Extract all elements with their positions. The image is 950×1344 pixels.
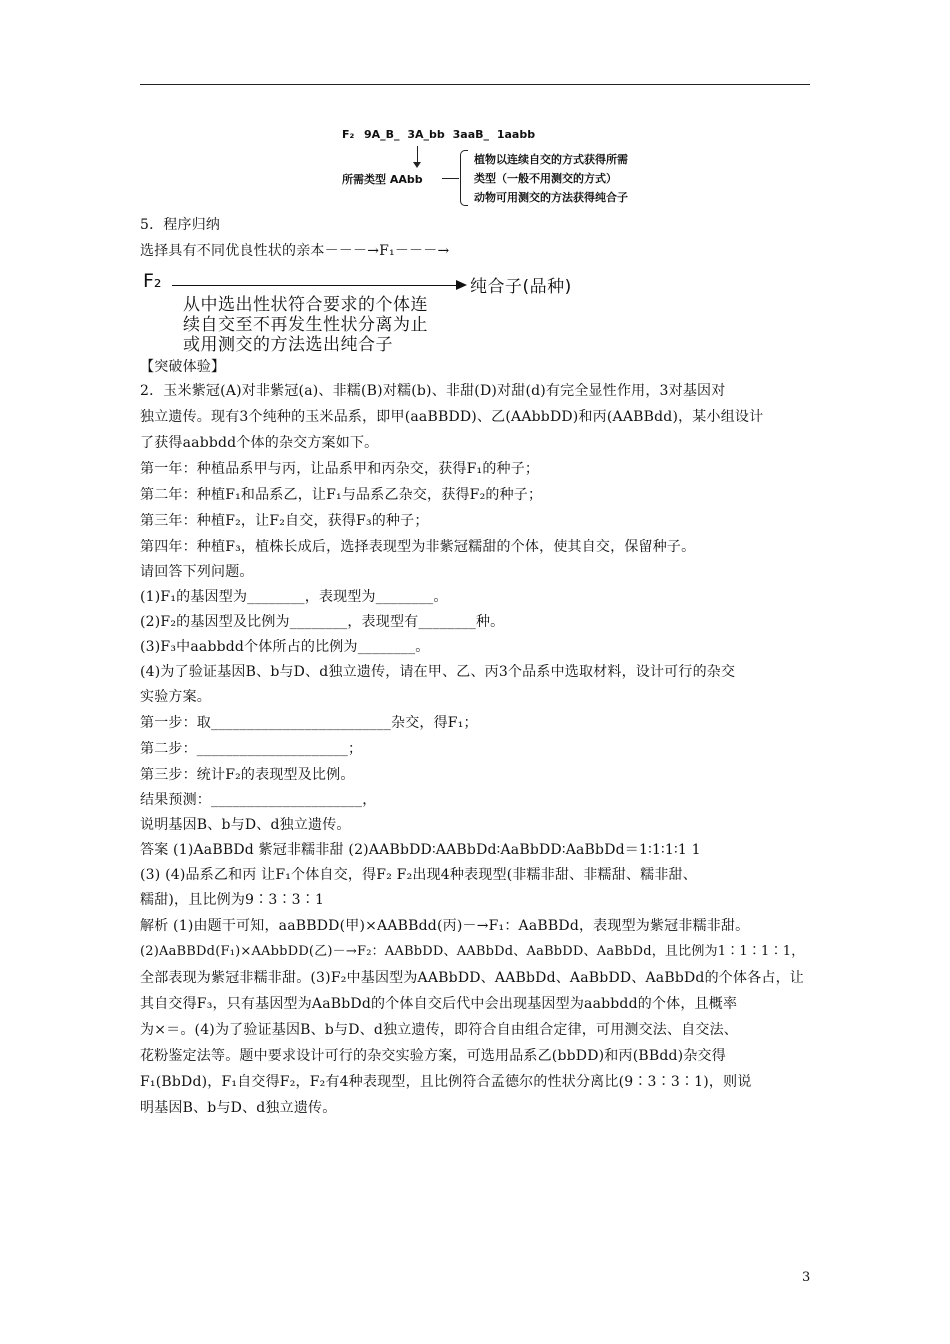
analysis-line5: 为×＝。(4)为了验证基因B、b与D、d独立遗传，即符合自由组合定律，可用测交法、自交法、 [140, 1022, 738, 1038]
analysis-line6: 花粉鉴定法等。题中要求设计可行的杂交实验方案，可选用品系乙(bbDD)和丙(BBdd)杂交得 [140, 1048, 726, 1064]
sub-question-2: (2)F₂的基因型及比例为________，表现型有________种。 [140, 614, 505, 630]
analysis-line2: (2)AaBBDd(F₁)×AAbbDD(乙)－→F₂：AABbDD、AABbDd、AaBbDD、AaBbDd，且比例为1∶1∶1∶1， [140, 944, 805, 959]
diagram1-method-1: 植物以连续自交的方式获得所需 [474, 153, 628, 166]
section5-result: 纯合子(品种) [470, 277, 572, 297]
step2: 第二步：_____________________； [140, 741, 363, 757]
diagram1-ratios: 9A_B_ 3A_bb 3aaB_ 1aabb [364, 128, 536, 141]
experience-heading: 【突破体验】 [140, 359, 226, 375]
step1: 第一步：取_________________________杂交，得F₁； [140, 715, 478, 731]
diagram1-f2-label: F₂ [342, 128, 355, 141]
page-number: 3 [802, 1270, 811, 1285]
section5-f2: F₂ [143, 270, 162, 292]
question-line2: 独立遗传。现有3个纯种的玉米品系，即甲(aaBBDD)、乙(AAbbDD)和丙(AABBdd)，某小组设计 [140, 409, 764, 425]
ask: 请回答下列问题。 [140, 564, 254, 580]
analysis-line3: 全部表现为紫冠非糯非甜。(3)F₂中基因型为AABbDD、AABbDd、AaBbDD、AaBbDd的个体各占，让 [140, 970, 804, 986]
diagram1-method-2: 类型（一般不用测交的方式） [474, 172, 617, 185]
section5-line1: 选择具有不同优良性状的亲本－－－→F₁－－－→ [140, 243, 450, 259]
answer-line2: (3) (4)品系乙和丙 让F₁个体自交，得F₂ F₂出现4种表现型(非糯非甜、非糯甜、糯非甜、 [140, 867, 697, 883]
section5-desc2: 续自交至不再发生性状分离为止 [183, 315, 428, 335]
step3: 第三步：统计F₂的表现型及比例。 [140, 767, 355, 783]
section5-heading: 5．程序归纳 [140, 217, 221, 233]
year4: 第四年：种植F₃，植株长成后，选择表现型为非紫冠糯甜的个体，使其自交，保留种子。 [140, 539, 696, 555]
prediction: 结果预测：_____________________， [140, 792, 377, 808]
answer-line3: 糯甜)，且比例为9∶3∶3∶1 [140, 892, 325, 908]
section5-desc1: 从中选出性状符合要求的个体连 [183, 295, 428, 315]
question-line3: 了获得aabbdd个体的杂交方案如下。 [140, 435, 379, 451]
section5-arrow-line [172, 285, 457, 286]
section5-arrow-head-icon [456, 280, 467, 290]
answer-line1: 答案 (1)AaBBDd 紫冠非糯非甜 (2)AABbDD∶AABbDd∶AaBbDD∶AaBbDd＝1∶1∶1∶1 1 [140, 842, 701, 858]
sub-question-4-line2: 实验方案。 [140, 689, 211, 705]
analysis-line8: 明基因B、b与D、d独立遗传。 [140, 1100, 337, 1116]
analysis-line7: F₁(BbDd)，F₁自交得F₂，F₂有4种表现型，且比例符合孟德尔的性状分离比(9∶3∶3∶1)，则说 [140, 1074, 752, 1090]
year1: 第一年：种植品系甲与丙，让品系甲和丙杂交，获得F₁的种子； [140, 461, 540, 477]
sub-question-3: (3)F₃中aabbdd个体所占的比例为________。 [140, 639, 430, 655]
year3: 第三年：种植F₂，让F₂自交，获得F₃的种子； [140, 513, 429, 529]
sub-question-4-line1: (4)为了验证基因B、b与D、d独立遗传，请在甲、乙、丙3个品系中选取材料，设计可行的杂交 [140, 664, 736, 680]
conclusion: 说明基因B、b与D、d独立遗传。 [140, 817, 351, 833]
diagram1-connector [442, 178, 459, 179]
sub-question-1: (1)F₁的基因型为________，表现型为________。 [140, 589, 448, 605]
question-line1: 2．玉米紫冠(A)对非紫冠(a)、非糯(B)对糯(b)、非甜(D)对甜(d)有完全显性作用，3对基因对 [140, 383, 726, 399]
diagram1-method-3: 动物可用测交的方法获得纯合子 [474, 191, 628, 204]
diagram1-down-arrow-icon [413, 162, 421, 168]
year2: 第二年：种植F₁和品系乙，让F₁与品系乙杂交，获得F₂的种子； [140, 487, 543, 503]
analysis-line4: 其自交得F₃，只有基因型为AaBbDd的个体自交后代中会出现基因型为aabbdd的个体，且概率 [140, 996, 738, 1012]
analysis-line1: 解析 (1)由题干可知，aaBBDD(甲)×AABBdd(丙)－→F₁：AaBBDd，表现型为紫冠非糯非甜。 [140, 918, 750, 934]
diagram1-brace-icon [460, 150, 468, 206]
section5-desc3: 或用测交的方法选出纯合子 [183, 335, 393, 355]
diagram1-target: 所需类型 AAbb [342, 173, 423, 186]
header-rule [140, 84, 810, 85]
